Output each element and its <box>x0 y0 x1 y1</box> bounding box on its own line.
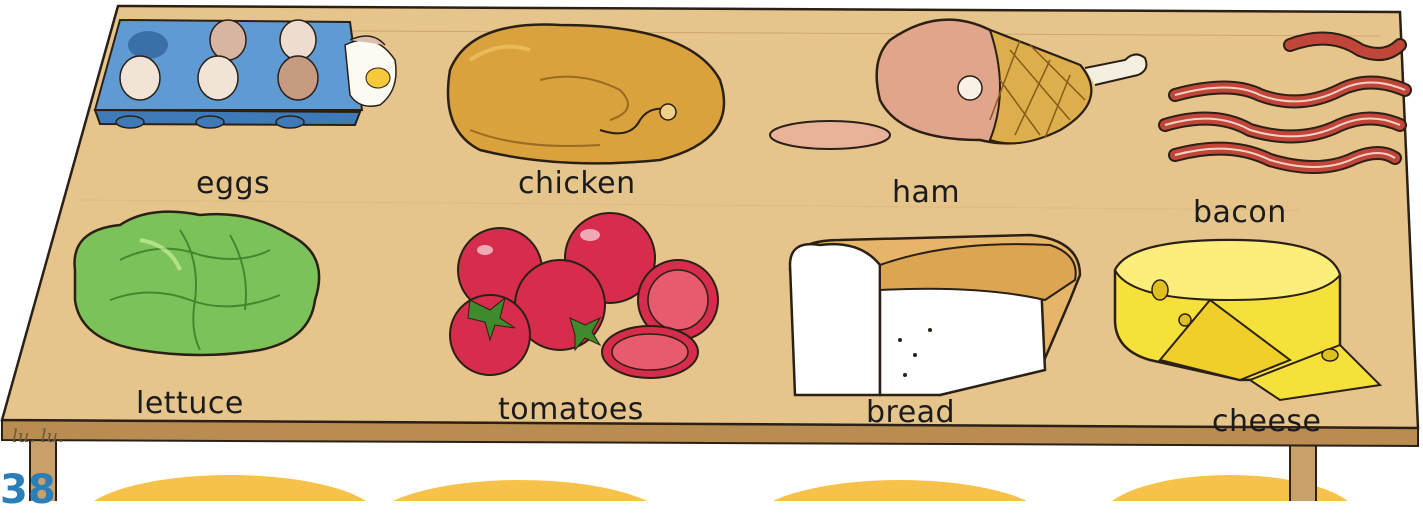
label-lettuce: lettuce <box>136 386 244 421</box>
margin-scribble: lu. lu. <box>12 426 64 447</box>
label-cheese: cheese <box>1212 404 1322 439</box>
label-chicken: chicken <box>518 166 636 201</box>
label-eggs: eggs <box>196 166 271 201</box>
bread-illustration <box>790 235 1080 395</box>
label-bread: bread <box>866 395 956 430</box>
bottom-yellow-band <box>80 475 1360 501</box>
label-bacon: bacon <box>1193 195 1287 230</box>
label-ham: ham <box>892 175 961 210</box>
chicken-illustration <box>448 25 724 164</box>
page-number: 38 <box>0 467 56 513</box>
eggs-illustration <box>95 20 396 128</box>
lettuce-illustration <box>75 212 320 355</box>
label-tomatoes: tomatoes <box>498 392 644 427</box>
